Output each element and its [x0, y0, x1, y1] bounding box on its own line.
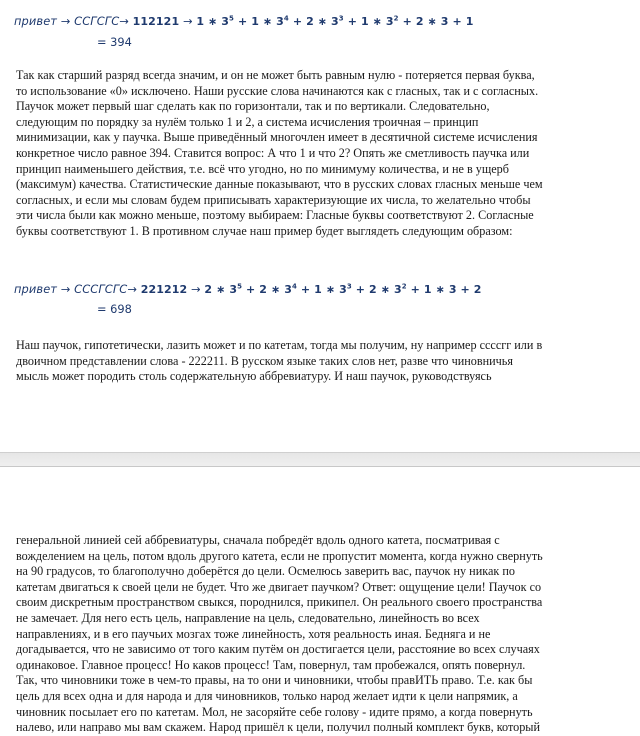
arrow-glyph: → — [60, 14, 71, 28]
term-coef: 2 — [259, 283, 268, 296]
text-line: цель для всех одна и для народа и для чиновников, только народ желает идти к цели напрямик, а — [16, 688, 518, 703]
term-exp: 5 — [229, 14, 235, 23]
text-line: направлениях, и в его паучьих мозгах тоже линейность, хотя реальность иная. Бедняга и не — [16, 626, 491, 641]
term-exp: 3 — [346, 282, 352, 291]
text-line: одинаковое. Главное процесс! Но каков процесс! Там, повернул, там пробежался, опять повернул. — [16, 657, 526, 672]
formula-code: ССГСГС — [74, 14, 120, 28]
term-tail: 2 — [473, 283, 482, 296]
text-line: на 90 градусов, то благополучно доберётся до цели. Осмелюсь заверить вас, паучок ну никак по — [16, 564, 515, 579]
arrow-glyph: → — [127, 282, 137, 296]
text-line: мысль может породить столь содержательную аббревиатуру. И наш паучок, руководствуясь — [16, 369, 492, 384]
term-exp: 2 — [393, 14, 399, 23]
term-exp: 3 — [338, 14, 344, 23]
formula-word: привет — [14, 14, 58, 28]
paragraph — [16, 68, 624, 240]
text-line: чиновник посылает его по катетам. Мол, не засоряйте себе голову - идите прямо, а когда повернуть — [16, 704, 533, 719]
text-line: катетам двигаться к своей цели не будет. Что же двигает паучком? Ответ: ощущение цели! Паучок со — [16, 579, 542, 594]
text-line: Наш паучок, гипотетически, лазить может и по катетам, тогда мы получим, ну например ссссгг или в — [16, 338, 543, 352]
text-line: генеральной линией сей аббревиатуры, сначала побредёт вдоль одного катета, посматривая с — [16, 533, 500, 547]
text-line: догадывается, что не зависимо от того каким путём он достигается цели, расстояние во всех случаях — [16, 642, 540, 657]
formula-word: привет — [14, 282, 58, 296]
formula-line — [14, 14, 473, 28]
text-line: двоичном представлении слова - 222211. В русском языке таких слов нет, разве что чиновничья — [16, 353, 513, 368]
term-exp: 4 — [283, 14, 289, 23]
text-line: конкретное число равное 394. Ставится вопрос: А что 1 и что 2? Опять же сметливость паучка или — [16, 145, 530, 160]
formula-result: = 698 — [97, 302, 132, 316]
term-coef: 1 — [196, 15, 205, 28]
text-line: Так как старший разряд всегда значим, и он не может быть равным нулю - потеряется первая буква, — [16, 68, 535, 82]
term-tail: 1 — [465, 15, 474, 28]
paragraph — [16, 533, 624, 736]
formula-code: СССГСГС — [74, 282, 128, 296]
text-line: вожделением на цель, потом вдоль другого катета, если не пропустит момента, когда нужно свернуть — [16, 548, 543, 563]
page-separator — [0, 452, 640, 467]
text-line: Паучок может первый шаг сделать как по горизонтали, так и по вертикали. Следовательно, — [16, 99, 490, 114]
arrow-glyph: → — [191, 282, 201, 296]
text-line: минимизации, как у паучка. Выше приведённый многочлен имеет в десятичной системе исчисления — [16, 130, 538, 145]
formula-digits: 221212 — [140, 283, 188, 296]
text-line: согласных, и если мы словам будем приписывать характеризующие их числа, то желательно чтобы — [16, 192, 531, 207]
formula-polynomial: 2 ∗ $3^5 + 2$ ∗ $3^4 + 1$ ∗ $3^3 + 2$ ∗ $3^2 + 1$ ∗ 3 + 2 — [204, 282, 482, 296]
text-line: следующим по порядку за нулём только 1 и 2, а система исчисления троичная – принцип — [16, 114, 479, 129]
term-coef: 2 — [415, 15, 424, 28]
term-coef: 1 — [251, 15, 259, 28]
arrow-glyph: → — [182, 14, 193, 28]
text-line: то использование «0» исключено. Наши русские слова начинаются как с гласных, так и с согласных. — [16, 83, 539, 98]
formula-digits: 112121 — [132, 15, 180, 28]
text-line: Так, что чиновники тоже в чем-то правы, на то они и чиновники, чтобы правИТЬ право. Т.е. как бы — [16, 673, 533, 688]
term-coef: 2 — [306, 15, 314, 28]
term-coef: 2 — [369, 283, 377, 296]
text-line: (максимум) качества. Статистические данные показывают, что в русских словах гласных меньше чем — [16, 177, 543, 192]
text-line: налево, или направо мы вам скажем. Народ пришёл к цели, получил полный комплект букв, который — [16, 720, 541, 735]
arrow-glyph: → — [119, 14, 129, 28]
paragraph — [16, 338, 624, 385]
term-exp: 2 — [401, 282, 407, 291]
text-line: принцип наименьшего действия, т.е. всё что угодно, но по минимуму количества, и не в ущерб — [16, 161, 509, 176]
text-line: своим дискретным пространством свыкся, породнился, прикипел. Он реального своего пространства — [16, 595, 543, 610]
term-coef: 1 — [423, 283, 432, 296]
arrow-glyph: → — [60, 282, 71, 296]
term-exp: 4 — [291, 282, 297, 291]
term-exp: 5 — [237, 282, 243, 291]
term-coef: 1 — [360, 15, 369, 28]
text-line: буквы соответствуют 1. В противном случае наш пример будет выглядеть следующим образом: — [16, 223, 513, 238]
term-coef: 1 — [314, 283, 322, 296]
term-coef: 2 — [204, 283, 213, 296]
formula-line — [14, 282, 482, 296]
text-line: не замечает. Для него есть цель, направление на цель, следовательно, линейность во всех — [16, 610, 480, 625]
formula-result: = 394 — [97, 35, 132, 49]
formula-polynomial: 1 ∗ $3^5 + 1$ ∗ $3^4 + 2$ ∗ $3^3 + 1$ ∗ $3^2 + 2$ ∗ 3 + 1 — [196, 14, 474, 28]
text-line: эти числа были как можно меньше, поэтому выбираем: Гласные буквы соответствуют 2. Согласные — [16, 208, 534, 223]
